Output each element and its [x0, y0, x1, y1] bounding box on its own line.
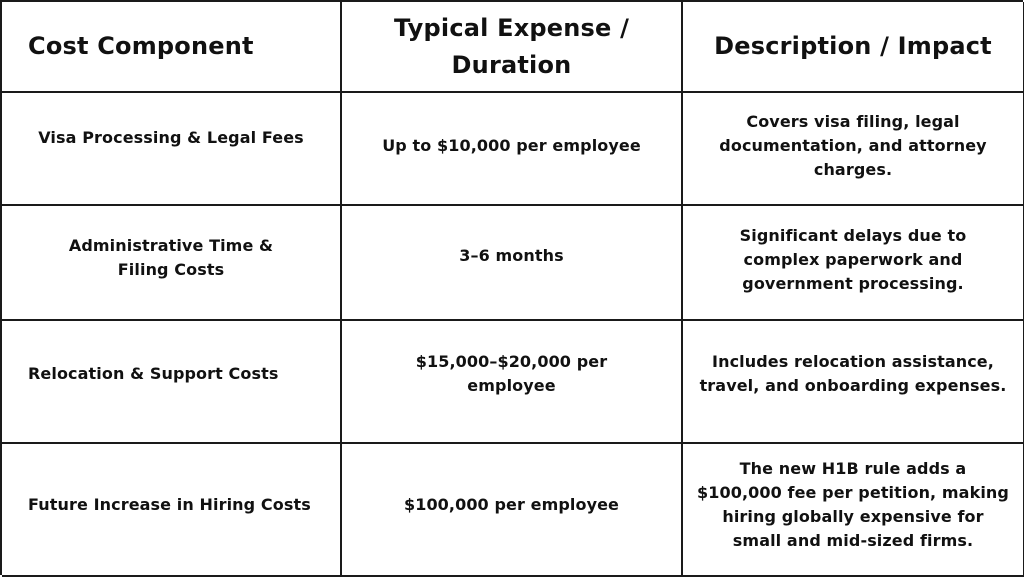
header-description: Description / Impact	[683, 2, 1024, 93]
row-3-component: Relocation & Support Costs	[2, 321, 342, 444]
row-2-description: Significant delays due to complex paperwork and government processing.	[683, 206, 1024, 321]
row-4-component: Future Increase in Hiring Costs	[2, 444, 342, 577]
header-typical-expense: Typical Expense / Duration	[342, 2, 683, 93]
header-cost-component: Cost Component	[2, 2, 342, 93]
row-3-expense: $15,000–$20,000 per employee	[342, 321, 683, 444]
row-1-component: Visa Processing & Legal Fees	[2, 93, 342, 206]
row-2-component: Administrative Time & Filing Costs	[2, 206, 342, 321]
row-1-expense: Up to $10,000 per employee	[342, 93, 683, 206]
row-4-expense: $100,000 per employee	[342, 444, 683, 577]
row-4-description: The new H1B rule adds a $100,000 fee per petition, making hiring globally expensive for small and mid-sized firms.	[683, 444, 1024, 577]
row-3-description: Includes relocation assistance, travel, and onboarding expenses.	[683, 321, 1024, 444]
row-1-description: Covers visa filing, legal documentation, and attorney charges.	[683, 93, 1024, 206]
row-2-expense: 3–6 months	[342, 206, 683, 321]
